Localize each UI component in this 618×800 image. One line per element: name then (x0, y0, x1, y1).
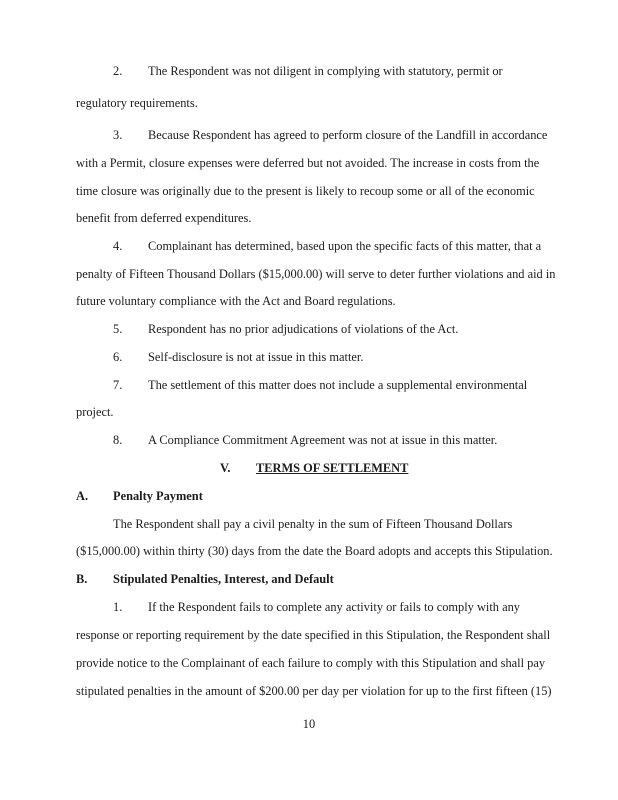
paragraph-line: If the Respondent fails to complete any activity or fails to comply with any (148, 600, 520, 614)
paragraph-line: The settlement of this matter does not include a supplemental environmental (148, 378, 528, 392)
item-number: 3. (113, 128, 123, 142)
section-number: V. (220, 461, 231, 475)
item-number: 7. (113, 378, 123, 392)
subsection-title: Stipulated Penalties, Interest, and Default (113, 572, 334, 586)
paragraph-line: Respondent has no prior adjudications of violations of the Act. (148, 322, 459, 336)
subsection-letter: B. (76, 572, 88, 586)
paragraph-line: stipulated penalties in the amount of $200.00 per day per violation for up to the first fifteen (15) (76, 684, 552, 698)
paragraph-line: The Respondent shall pay a civil penalty in the sum of Fifteen Thousand Dollars (113, 517, 513, 531)
item-number: 4. (113, 239, 123, 253)
paragraph-line: Self-disclosure is not at issue in this matter. (148, 350, 364, 364)
subsection-title: Penalty Payment (113, 489, 203, 503)
paragraph-line: regulatory requirements. (76, 96, 198, 110)
item-number: 8. (113, 433, 123, 447)
item-number: 5. (113, 322, 123, 336)
paragraph-line: time closure was originally due to the present is likely to recoup some or all of the economic (76, 184, 535, 198)
paragraph-line: A Compliance Commitment Agreement was not at issue in this matter. (148, 433, 498, 447)
item-number: 1. (113, 600, 123, 614)
item-number: 2. (113, 64, 123, 78)
item-number: 6. (113, 350, 123, 364)
paragraph-line: penalty of Fifteen Thousand Dollars ($15,000.00) will serve to deter further violations and aid in (76, 267, 556, 281)
subsection-letter: A. (76, 489, 89, 503)
page-number: 10 (302, 717, 316, 731)
paragraph-line: The Respondent was not diligent in complying with statutory, permit or (148, 64, 503, 78)
paragraph-line: Complainant has determined, based upon the specific facts of this matter, that a (148, 239, 542, 253)
paragraph-line: provide notice to the Complainant of each failure to comply with this Stipulation and shall pay (76, 656, 546, 670)
paragraph-line: ($15,000.00) within thirty (30) days from the date the Board adopts and accepts this Stipulation. (76, 544, 553, 558)
paragraph-line: future voluntary compliance with the Act and Board regulations. (76, 294, 396, 308)
paragraph-line: Because Respondent has agreed to perform closure of the Landfill in accordance (148, 128, 548, 142)
paragraph-line: benefit from deferred expenditures. (76, 211, 252, 225)
paragraph-line: project. (76, 405, 114, 419)
paragraph-line: response or reporting requirement by the date specified in this Stipulation, the Respondent shall (76, 628, 551, 642)
paragraph-line: with a Permit, closure expenses were deferred but not avoided. The increase in costs from the (76, 156, 540, 170)
section-title: TERMS OF SETTLEMENT (256, 461, 409, 475)
